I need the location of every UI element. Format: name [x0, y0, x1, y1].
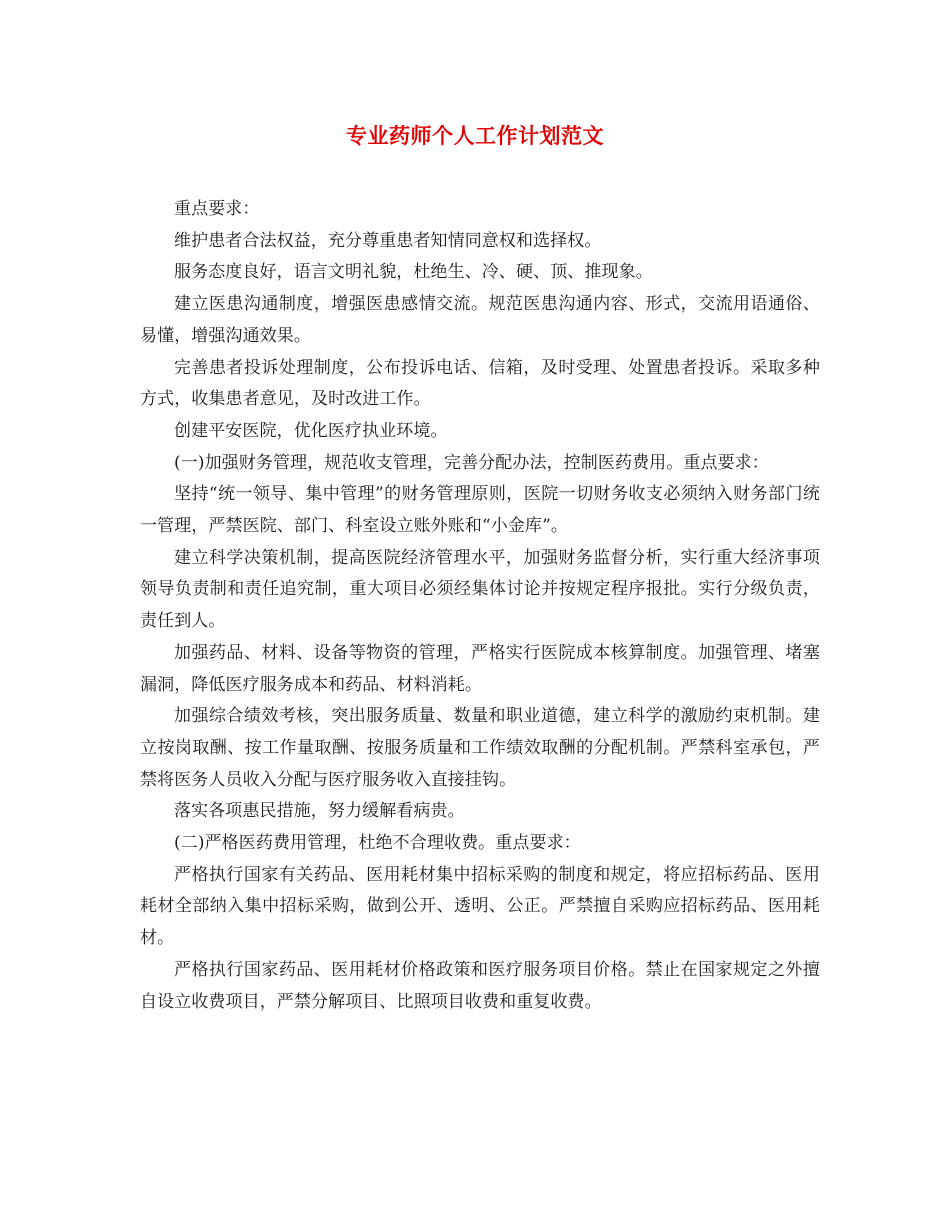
paragraph-5: 完善患者投诉处理制度，公布投诉电话、信箱，及时受理、处置患者投诉。采取多种方式，收集患者意见，及时改进工作。 — [140, 357, 820, 410]
document-title: 专业药师个人工作计划范文 — [346, 124, 604, 148]
paragraph-13: (二)严格医药费用管理，杜绝不合理收费。重点要求： — [174, 833, 581, 854]
document-body — [140, 194, 820, 1018]
paragraph-1: 重点要求： — [174, 199, 260, 219]
paragraph-6: 创建平安医院，优化医疗执业环境。 — [174, 420, 448, 441]
paragraph-2: 维护患者合法权益，充分尊重患者知情同意权和选择权。 — [174, 230, 602, 251]
paragraph-10: 加强药品、材料、设备等物资的管理，严格实行医院成本核算制度。加强管理、堵塞漏洞，降低医疗服务成本和药品、材料消耗。 — [140, 642, 820, 695]
paragraph-4: 建立医患沟通制度，增强医患感情交流。规范医患沟通内容、形式，交流用语通俗、易懂，增强沟通效果。 — [140, 294, 820, 346]
paragraph-12: 落实各项惠民措施，努力缓解看病贵。 — [174, 801, 465, 822]
paragraph-9: 建立科学决策机制，提高医院经济管理水平，加强财务监督分析，实行重大经济事项领导负责制和责任追究制，重大项目必须经集体讨论并按规定程序报批。实行分级负责，责任到人。 — [140, 547, 820, 632]
paragraph-14: 严格执行国家有关药品、医用耗材集中招标采购的制度和规定，将应招标药品、医用耗材全部纳入集中招标采购，做到公开、透明、公正。严禁擅自采购应招标药品、医用耗材。 — [140, 864, 820, 949]
paragraph-15: 严格执行国家药品、医用耗材价格政策和医疗服务项目价格。禁止在国家规定之外擅自设立收费项目，严禁分解项目、比照项目收费和重复收费。 — [140, 959, 820, 1012]
paragraph-8: 坚持“统一领导、集中管理”的财务管理原则，医院一切财务收支必须纳入财务部门统一管理，严禁医院、部门、科室设立账外账和“小金库”。 — [140, 484, 820, 537]
paragraph-7: (一)加强财务管理，规范收支管理，完善分配办法，控制医药费用。重点要求： — [174, 452, 769, 473]
paragraph-11: 加强综合绩效考核，突出服务质量、数量和职业道德，建立科学的激励约束机制。建立按岗取酬、按工作量取酬、按服务质量和工作绩效取酬的分配机制。严禁科室承包，严禁将医务人员收入分配与医疗服务收入直接挂钩。 — [140, 706, 820, 790]
paragraph-3: 服务态度良好，语言文明礼貌，杜绝生、冷、硬、顶、推现象。 — [174, 262, 653, 283]
